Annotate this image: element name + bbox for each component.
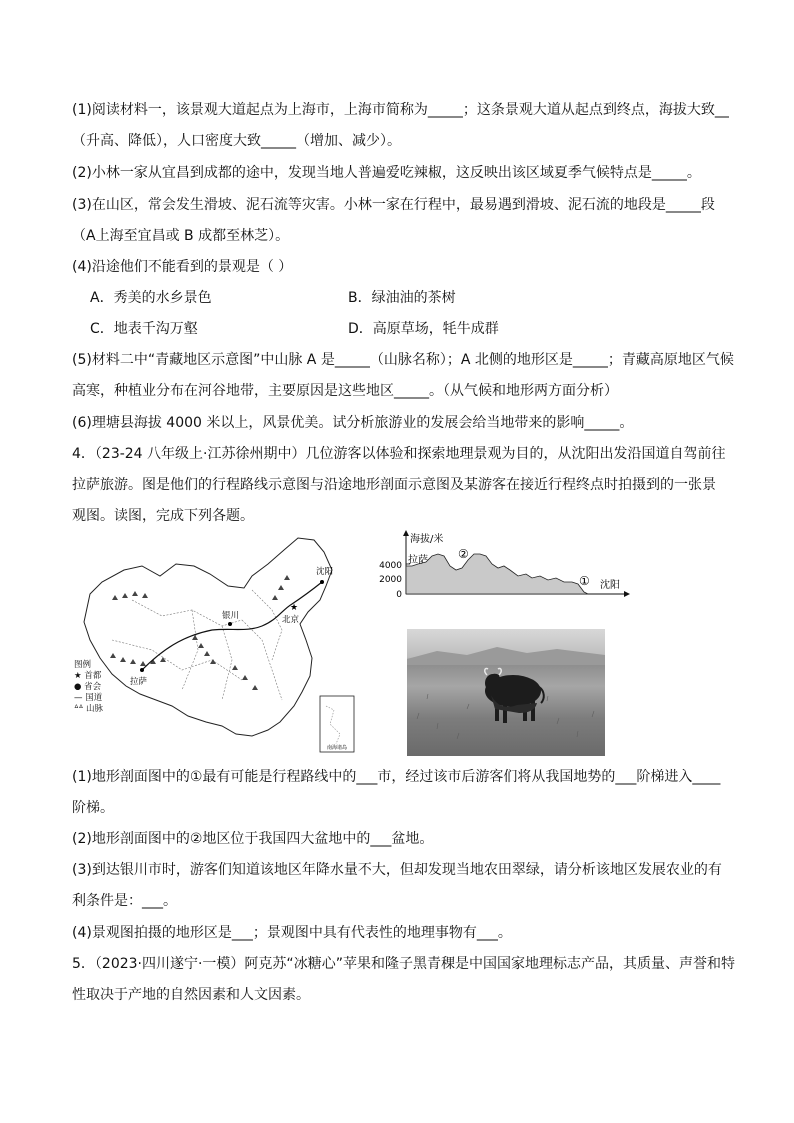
profile-label-shenyang: 沈阳 <box>600 580 620 591</box>
q3-option-c: C．地表千沟万壑 <box>90 321 198 337</box>
legend-capital-row: ★ 首都 <box>74 671 102 681</box>
q3-part5-line1: (5)材料二中“青藏地区示意图”中山脉 A 是_____（山脉名称）；A 北侧的地形区是_____；青藏高原地区气候 <box>72 352 734 368</box>
legend-mountain-row: ᐞᐞ 山脉 <box>74 704 103 714</box>
label-beijing: 北京 <box>282 615 300 625</box>
q3-part6: (6)理塘县海拔 4000 米以上，风景优美。试分析旅游业的发展会给当地带来的影响_____。 <box>72 415 634 431</box>
q3-part2: (2)小林一家从宜昌到成都的途中，发现当地人普遍爱吃辣椒，这反映出该区域夏季气候特点是_____。 <box>72 165 701 181</box>
q5-line1: 5．（2023·四川遂宁·一模）阿克苏“冰糖心”苹果和隆子黑青稞是中国国家地理标志产品，其质量、声誉和特 <box>72 956 735 972</box>
q3-part1-line2: （升高、降低），人口密度大致_____（增加、减少）。 <box>72 133 401 149</box>
yak-figure <box>485 668 544 723</box>
china-border <box>84 538 332 736</box>
map-legend <box>74 660 114 715</box>
q3-part3-line1: (3)在山区，常会发生滑坡、泥石流等灾害。小林一家在行程中，最易遇到滑坡、泥石流的地段是_____段 <box>72 197 715 213</box>
profile-tick-2000: 2000 <box>379 575 402 585</box>
q4-part1-line1: (1)地形剖面图中的①最有可能是行程路线中的___市，经过该市后游客们将从我国地势的___阶梯进入____ <box>72 769 721 785</box>
inset-label: 南海诸岛 <box>326 745 348 751</box>
yak-landscape-photo <box>407 629 605 756</box>
south-china-sea-inset <box>320 696 354 752</box>
q4-part2: (2)地形剖面图中的②地区位于我国四大盆地中的___盆地。 <box>72 831 434 847</box>
mountain-icon: ᐞᐞ <box>74 704 86 714</box>
profile-tick-4000: 4000 <box>379 561 402 571</box>
yinchuan-dot <box>228 622 232 626</box>
q3-part4-stem: (4)沿途他们不能看到的景观是（ ） <box>72 259 293 275</box>
q4-part1-line2: 阶梯。 <box>72 800 114 816</box>
legend-road-row: — 国道 <box>74 693 103 703</box>
q5-line2: 性取决于产地的自然因素和人文因素。 <box>72 987 310 1003</box>
profile-tick-0: 0 <box>396 590 402 600</box>
yak-scene <box>407 629 605 756</box>
profile-marker-1: ① <box>579 574 590 588</box>
q4-part3-line1: (3)到达银川市时，游客们知道该地区年降水量不大，但却发现当地农田翠绿，请分析该地区发展农业的有 <box>72 862 722 878</box>
q4-intro-line2: 拉萨旅游。图是他们的行程路线示意图与沿途地形剖面示意图及某游客在接近行程终点时拍摄到的一张景 <box>72 477 716 493</box>
profile-chart <box>372 530 632 604</box>
q3-option-b: B．绿油油的茶树 <box>348 290 456 306</box>
legend-province-row: ● 省会 <box>74 682 102 692</box>
legend-title: 图例 <box>74 660 92 670</box>
terrain-area <box>406 554 588 594</box>
label-yinchuan: 银川 <box>222 611 240 621</box>
terrain-profile <box>372 530 632 604</box>
label-shenyang: 沈阳 <box>316 567 334 577</box>
lhasa-dot <box>140 668 144 672</box>
label-lhasa: 拉萨 <box>130 677 148 687</box>
q3-part3-line2: （A上海至宜昌或 B 成都至林芝）。 <box>72 228 290 244</box>
q3-part1-line1: (1)阅读材料一，该景观大道起点为上海市，上海市简称为_____；这条景观大道从起点到终点，海拔大致__ <box>72 102 729 118</box>
q4-part3-line2: 利条件是：___。 <box>72 893 177 909</box>
star-icon: ★ <box>74 671 85 681</box>
q4-part4: (4)景观图拍摄的地形区是___；景观图中具有代表性的地理事物有___。 <box>72 925 512 941</box>
china-outline-map <box>72 530 362 758</box>
route-map <box>72 530 362 758</box>
q3-part5-line2: 高寒，种植业分布在河谷地带，主要原因是这些地区_____。（从气候和地形两方面分析） <box>72 383 618 399</box>
line-icon: — <box>74 693 86 703</box>
beijing-star: ★ <box>289 603 299 613</box>
profile-ylabel: 海拔/米 <box>410 534 444 545</box>
q3-option-d: D．高原草场，牦牛成群 <box>348 321 499 337</box>
dot-icon: ● <box>74 682 85 692</box>
q4-intro-line1: 4．（23-24 八年级上·江苏徐州期中）几位游客以体验和探索地理景观为目的，从沈阳出发沿国道自驾前往 <box>72 446 726 462</box>
shenyang-dot <box>320 580 324 584</box>
q3-option-a: A．秀美的水乡景色 <box>90 290 212 306</box>
profile-marker-2: ② <box>458 547 469 561</box>
q4-intro-line3: 观图。读图，完成下列各题。 <box>72 508 254 524</box>
profile-label-lhasa: 拉萨 <box>408 555 428 566</box>
